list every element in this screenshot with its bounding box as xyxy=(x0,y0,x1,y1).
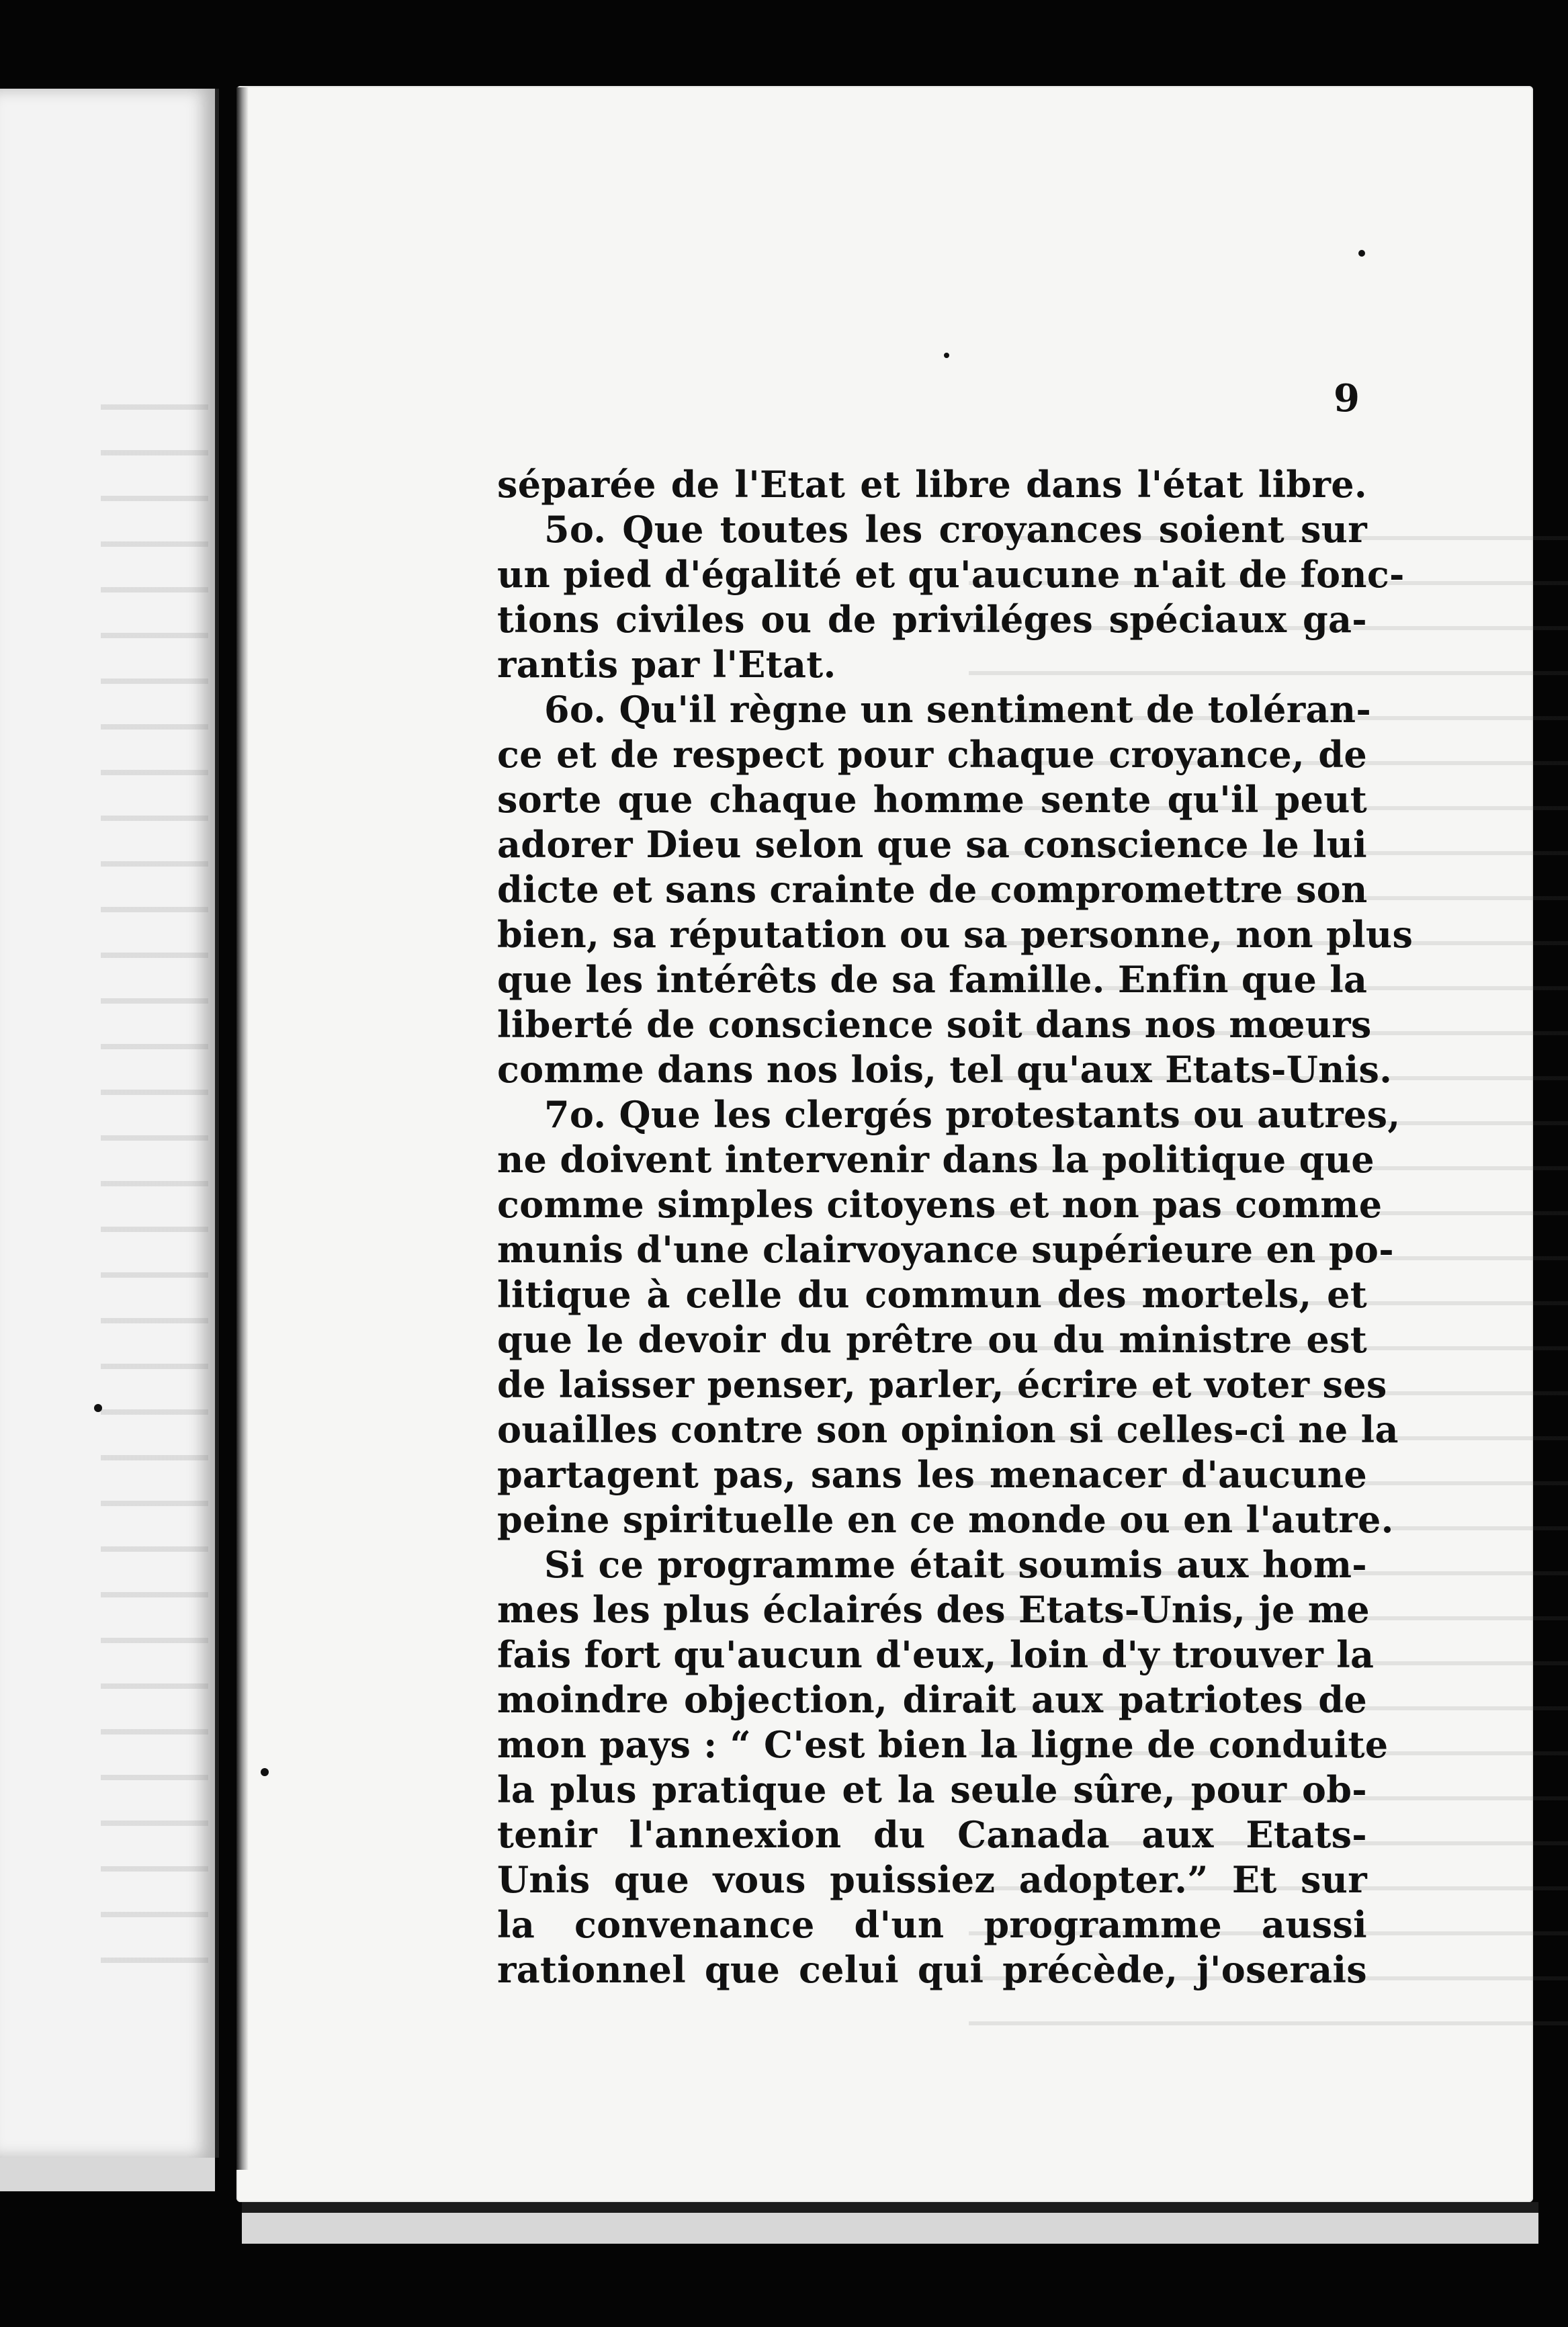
page-bottom-band xyxy=(242,2213,1538,2244)
text-line: moindre objection, dirait aux patriotes de xyxy=(497,1678,1367,1721)
text-line: 5o. Que toutes les croyances soient sur xyxy=(544,508,1367,551)
text-line: peine spirituelle en ce monde ou en l'autre. xyxy=(497,1498,1394,1541)
text-line: un pied d'égalité et qu'aucune n'ait de fonc- xyxy=(497,553,1405,596)
text-line: séparée de l'Etat et libre dans l'état libre. xyxy=(497,463,1367,506)
text-line: Unis que vous puissiez adopter.” Et sur xyxy=(497,1858,1367,1901)
text-line: 6o. Qu'il règne un sentiment de toléran- xyxy=(544,688,1372,731)
text-line: sorte que chaque homme sente qu'il peut xyxy=(497,778,1367,821)
text-line: munis d'une clairvoyance supérieure en po- xyxy=(497,1228,1394,1271)
page-spine-shadow xyxy=(236,87,249,2170)
previous-page-bottom-edge xyxy=(0,2158,215,2191)
text-line: ce et de respect pour chaque croyance, de xyxy=(497,733,1367,776)
text-line: mes les plus éclairés des Etats-Unis, je me xyxy=(497,1588,1370,1631)
text-line: fais fort qu'aucun d'eux, loin d'y trouver la xyxy=(497,1633,1375,1676)
text-line: litique à celle du commun des mortels, et xyxy=(497,1273,1367,1316)
text-line: la convenance d'un programme aussi xyxy=(497,1903,1367,1946)
text-line: la plus pratique et la seule sûre, pour ob- xyxy=(497,1768,1367,1811)
text-line: tions civiles ou de priviléges spéciaux ga- xyxy=(497,598,1367,641)
text-line: comme dans nos lois, tel qu'aux Etats-Unis. xyxy=(497,1048,1393,1091)
ink-speck xyxy=(944,353,949,358)
page-text xyxy=(497,462,1413,1992)
text-line: que les intérêts de sa famille. Enfin que la xyxy=(497,958,1368,1001)
page-number: 9 xyxy=(1334,376,1360,421)
text-line: comme simples citoyens et non pas comme xyxy=(497,1183,1383,1226)
previous-page-edge xyxy=(0,89,219,2158)
previous-page-bleed-through xyxy=(101,378,208,1990)
text-line: adorer Dieu selon que sa conscience le lui xyxy=(497,823,1367,866)
text-line: ne doivent intervenir dans la politique que xyxy=(497,1138,1375,1181)
text-line: liberté de conscience soit dans nos mœurs xyxy=(497,1003,1372,1046)
text-line: bien, sa réputation ou sa personne, non plus xyxy=(497,913,1413,956)
ink-speck xyxy=(1358,250,1365,257)
text-line: de laisser penser, parler, écrire et voter ses xyxy=(497,1363,1387,1406)
text-line: rationnel que celui qui précède, j'oserais xyxy=(497,1948,1367,1991)
ink-speck xyxy=(261,1768,269,1776)
text-line: que le devoir du prêtre ou du ministre est xyxy=(497,1318,1367,1361)
text-line: ouailles contre son opinion si celles-ci ne la xyxy=(497,1408,1399,1451)
ink-speck xyxy=(94,1404,102,1412)
text-line: dicte et sans crainte de compromettre son xyxy=(497,868,1368,911)
text-line: 7o. Que les clergés protestants ou autres, xyxy=(544,1093,1401,1136)
text-line: mon pays : “ C'est bien la ligne de conduite xyxy=(497,1723,1389,1766)
page-bottom-rule xyxy=(242,2202,1538,2213)
text-line: tenir l'annexion du Canada aux Etats- xyxy=(497,1813,1367,1856)
text-line: rantis par l'Etat. xyxy=(497,643,836,686)
text-line: Si ce programme était soumis aux hom- xyxy=(544,1543,1367,1586)
text-line: partagent pas, sans les menacer d'aucune xyxy=(497,1453,1367,1496)
